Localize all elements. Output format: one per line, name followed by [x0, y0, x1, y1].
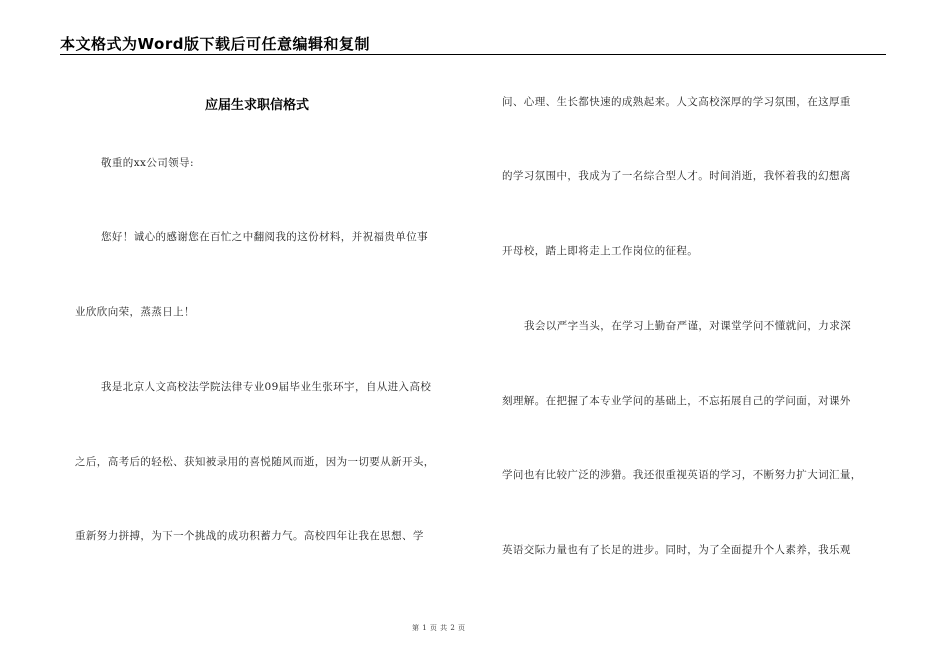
body-line: 的学习氛围中，我成为了一名综合型人才。时间消逝，我怀着我的幻想离 — [502, 170, 851, 182]
body-line: 之后，高考后的轻松、获知被录用的喜悦随风而逝，因为一切要从新开头， — [75, 456, 435, 468]
body-line: 您好！诚心的感谢您在百忙之中翻阅我的这份材料，并祝福贵单位事 — [101, 231, 428, 243]
document-title: 应届生求职信格式 — [205, 98, 310, 113]
body-line: 开母校，踏上即将走上工作岗位的征程。 — [502, 245, 699, 257]
page-number: 第 1 页 共 2 页 — [412, 624, 466, 632]
body-line: 问、心理、生长都快速的成熟起来。人文高校深厚的学习氛围，在这厚重 — [502, 96, 851, 108]
salutation-line: 敬重的xx公司领导: — [101, 157, 194, 169]
body-line: 英语交际力量也有了长足的进步。同时，为了全面提升个人素养，我乐观 — [502, 544, 851, 556]
body-line: 业欣欣向荣，蒸蒸日上！ — [75, 306, 195, 318]
body-line: 刻理解。在把握了本专业学问的基础上，不忘拓展自己的学问面，对课外 — [502, 395, 851, 407]
body-line: 我是北京人文高校法学院法律专业09届毕业生张环宇，自从进入高校 — [101, 381, 432, 393]
header-divider — [60, 54, 886, 55]
body-line: 重新努力拼搏，为下一个挑战的成功积蓄力气。高校四年让我在思想、学 — [75, 530, 424, 542]
body-line: 我会以严字当头，在学习上勤奋严谨，对课堂学问不懂就问，力求深 — [524, 320, 851, 332]
body-line: 学问也有比较广泛的涉猎。我还很重视英语的学习，不断努力扩大词汇量， — [502, 469, 862, 481]
download-banner: 本文格式为Word版下载后可任意编辑和复制 — [60, 35, 370, 53]
